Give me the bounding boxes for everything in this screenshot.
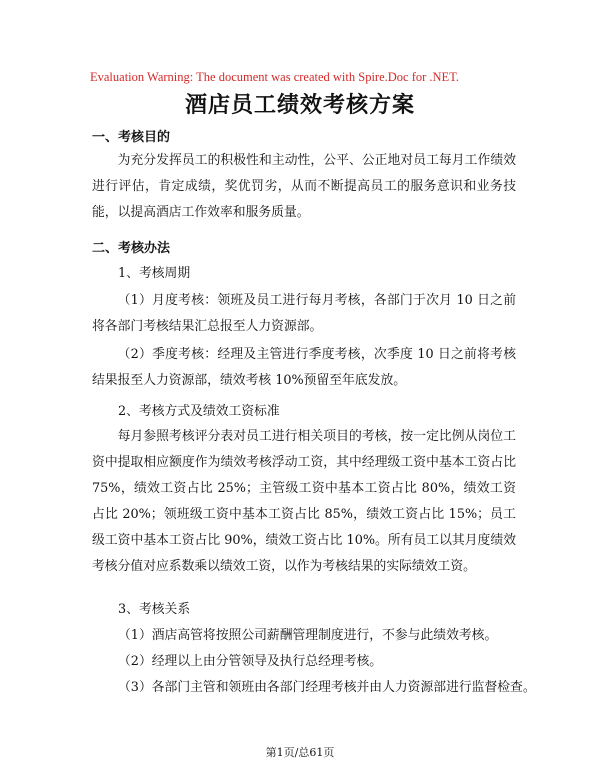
page-number-footer: 第1页/总61页: [265, 746, 335, 759]
section-heading-method: 二、考核办法: [92, 241, 171, 256]
relation-item-1: （1）酒店高管将按照公司薪酬管理制度进行，不参与此绩效考核。: [118, 628, 498, 643]
subheading-method-salary: 2、考核方式及绩效工资标准: [118, 404, 280, 419]
subheading-relations: 3、考核关系: [118, 602, 191, 617]
quarterly-review-item: （2）季度考核：经理及主管进行季度考核，次季度 10 日之前将考核结果报至人力资源部，绩效考核 10%预留至年底发放。: [92, 347, 516, 388]
purpose-paragraph: 为充分发挥员工的积极性和主动性，公平、公正地对员工每月工作绩效进行评估，肯定成绩，奖优罚劣，从而不断提高员工的服务意识和业务技能，以提高酒店工作效率和服务质量。: [92, 153, 516, 220]
relation-item-2: （2）经理以上由分管领导及执行总经理考核。: [118, 654, 383, 669]
monthly-review-item: （1）月度考核：领班及员工进行每月考核，各部门于次月 10 日之前将各部门考核结果汇总报至人力资源部。: [92, 293, 516, 334]
section-heading-purpose: 一、考核目的: [92, 130, 171, 145]
subheading-cycle: 1、考核周期: [118, 266, 191, 281]
document-title: 酒店员工绩效考核方案: [184, 92, 415, 118]
evaluation-warning: Evaluation Warning: The document was created with Spire.Doc for .NET.: [90, 70, 460, 84]
relation-item-3: （3）各部门主管和领班由各部门经理考核并由人力资源部进行监督检查。: [118, 680, 536, 695]
salary-standard-paragraph: 每月参照考核评分表对员工进行相关项目的考核，按一定比例从岗位工资中提取相应额度作为绩效考核浮动工资，其中经理级工资中基本工资占比 75%，绩效工资占比 25%；主管级工资中基本工资占比 80%，绩效工资占比 20%；领班级工资中基本工资占比 85%，绩效工资占比 15%；员工级工资中基本工资占比 90%，绩效工资占比 10%。所有员工以其月度绩效考核分值对应系数乘以绩效工资，以作为考核结果的实际绩效工资。: [92, 429, 516, 574]
